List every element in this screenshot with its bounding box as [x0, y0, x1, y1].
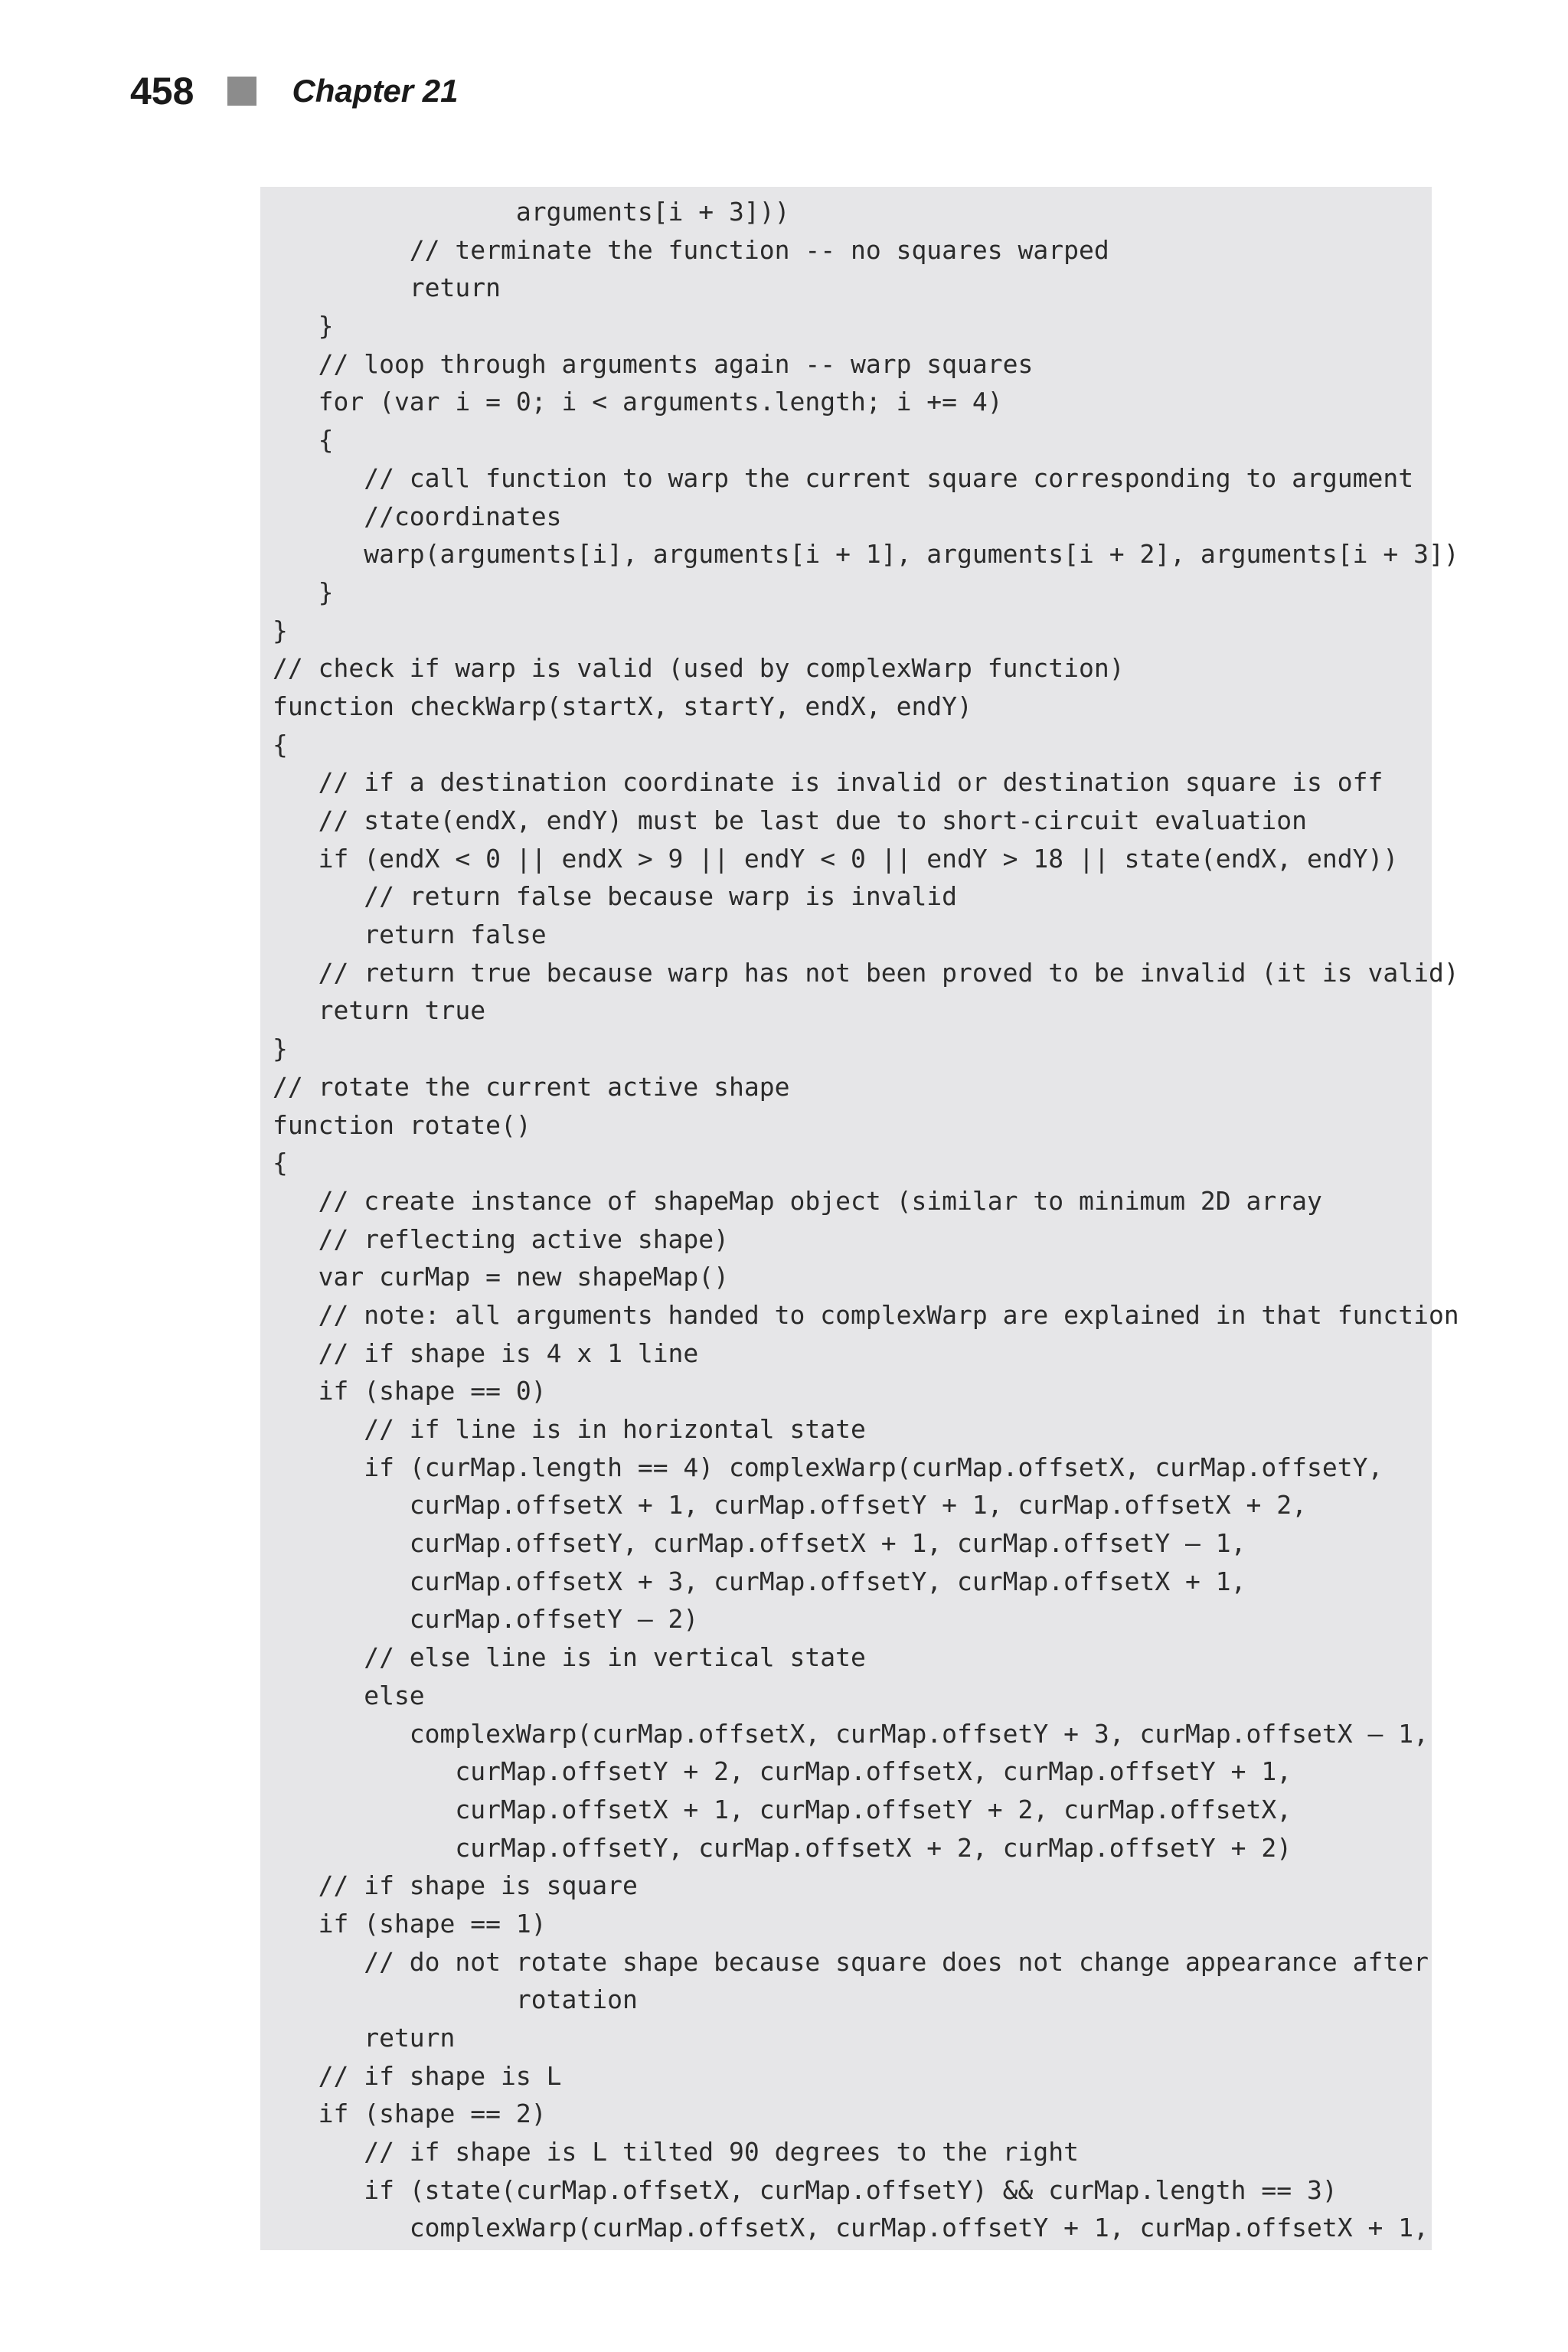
code-line: // if a destination coordinate is invalid or destination square is off — [273, 767, 1383, 798]
page-header — [130, 64, 459, 118]
code-line: arguments[i + 3])) — [273, 197, 790, 227]
code-line: curMap.offsetY + 2, curMap.offsetX, curMap.offsetY + 1, — [273, 1756, 1292, 1787]
code-line: return false — [273, 920, 547, 950]
code-line: { — [273, 729, 288, 760]
code-line: curMap.offsetY, curMap.offsetX + 2, curMap.offsetY + 2) — [273, 1832, 1292, 1863]
code-line: else — [273, 1680, 425, 1710]
code-line: if (state(curMap.offsetX, curMap.offsetY) && curMap.length == 3) — [273, 2174, 1338, 2205]
code-line: } — [273, 311, 334, 341]
code-line: complexWarp(curMap.offsetX, curMap.offsetY + 1, curMap.offsetX + 1, — [273, 2213, 1429, 2243]
code-line: curMap.offsetY, curMap.offsetX + 1, curMap.offsetY – 1, — [273, 1528, 1246, 1559]
code-line: // do not rotate shape because square does not change appearance after — [273, 1946, 1429, 1977]
code-line: if (endX < 0 || endX > 9 || endY < 0 || endY > 18 || state(endX, endY)) — [273, 843, 1399, 874]
code-line: // check if warp is valid (used by complexWarp function) — [273, 653, 1125, 684]
page-number: 458 — [130, 70, 194, 113]
code-line: var curMap = new shapeMap() — [273, 1262, 730, 1292]
code-line: // loop through arguments again -- warp squares — [273, 348, 1034, 379]
code-line: // else line is in vertical state — [273, 1642, 866, 1673]
code-line: // return true because warp has not been proved to be invalid (it is valid) — [273, 957, 1459, 988]
code-line: function rotate() — [273, 1109, 531, 1140]
code-line: } — [273, 1034, 288, 1064]
code-line: } — [273, 615, 288, 645]
code-line: // create instance of shapeMap object (similar to minimum 2D array — [273, 1185, 1322, 1216]
code-line: for (var i = 0; i < arguments.length; i += 4) — [273, 387, 1003, 417]
code-line: // rotate the current active shape — [273, 1071, 790, 1102]
code-line: curMap.offsetX + 1, curMap.offsetY + 1, curMap.offsetX + 2, — [273, 1490, 1308, 1521]
code-line: return — [273, 273, 501, 303]
code-line: if (shape == 0) — [273, 1376, 547, 1406]
code-line: { — [273, 425, 334, 456]
code-line: warp(arguments[i], arguments[i + 1], arguments[i + 2], arguments[i + 3]) — [273, 539, 1459, 570]
code-line: complexWarp(curMap.offsetX, curMap.offsetY + 3, curMap.offsetX – 1, — [273, 1718, 1429, 1749]
code-line: // if shape is L — [273, 2060, 562, 2091]
code-line: // call function to warp the current square corresponding to argument — [273, 462, 1414, 493]
code-line: } — [273, 577, 334, 607]
header-square-icon — [227, 77, 256, 106]
code-line: return true — [273, 995, 486, 1026]
code-listing-panel — [260, 187, 1459, 2250]
code-line: // if shape is L tilted 90 degrees to the right — [273, 2137, 1079, 2167]
code-line: // if shape is square — [273, 1870, 638, 1901]
code-line: return — [273, 2023, 456, 2053]
code-line: function checkWarp(startX, startY, endX, endY) — [273, 691, 972, 721]
code-line: if (shape == 1) — [273, 1908, 547, 1939]
code-line: // if line is in horizontal state — [273, 1414, 866, 1444]
code-line: // if shape is 4 x 1 line — [273, 1338, 699, 1368]
code-listing — [273, 193, 1459, 2247]
code-line: if (curMap.length == 4) complexWarp(curMap.offsetX, curMap.offsetY, — [273, 1452, 1383, 1482]
code-line: // note: all arguments handed to complexWarp are explained in that function — [273, 1299, 1459, 1330]
code-line: rotation — [273, 1984, 638, 2015]
code-line: curMap.offsetX + 1, curMap.offsetY + 2, curMap.offsetX, — [273, 1794, 1292, 1824]
code-line: // reflecting active shape) — [273, 1223, 730, 1254]
code-line: // state(endX, endY) must be last due to short-circuit evaluation — [273, 805, 1308, 835]
chapter-title: Chapter 21 — [292, 73, 459, 109]
code-line: // return false because warp is invalid — [273, 881, 958, 912]
code-line: // terminate the function -- no squares warped — [273, 234, 1109, 265]
code-line: //coordinates — [273, 501, 562, 531]
code-line: if (shape == 2) — [273, 2099, 547, 2129]
code-line: { — [273, 1148, 288, 1178]
code-line: curMap.offsetX + 3, curMap.offsetY, curMap.offsetX + 1, — [273, 1566, 1246, 1596]
code-line: curMap.offsetY – 2) — [273, 1604, 699, 1635]
